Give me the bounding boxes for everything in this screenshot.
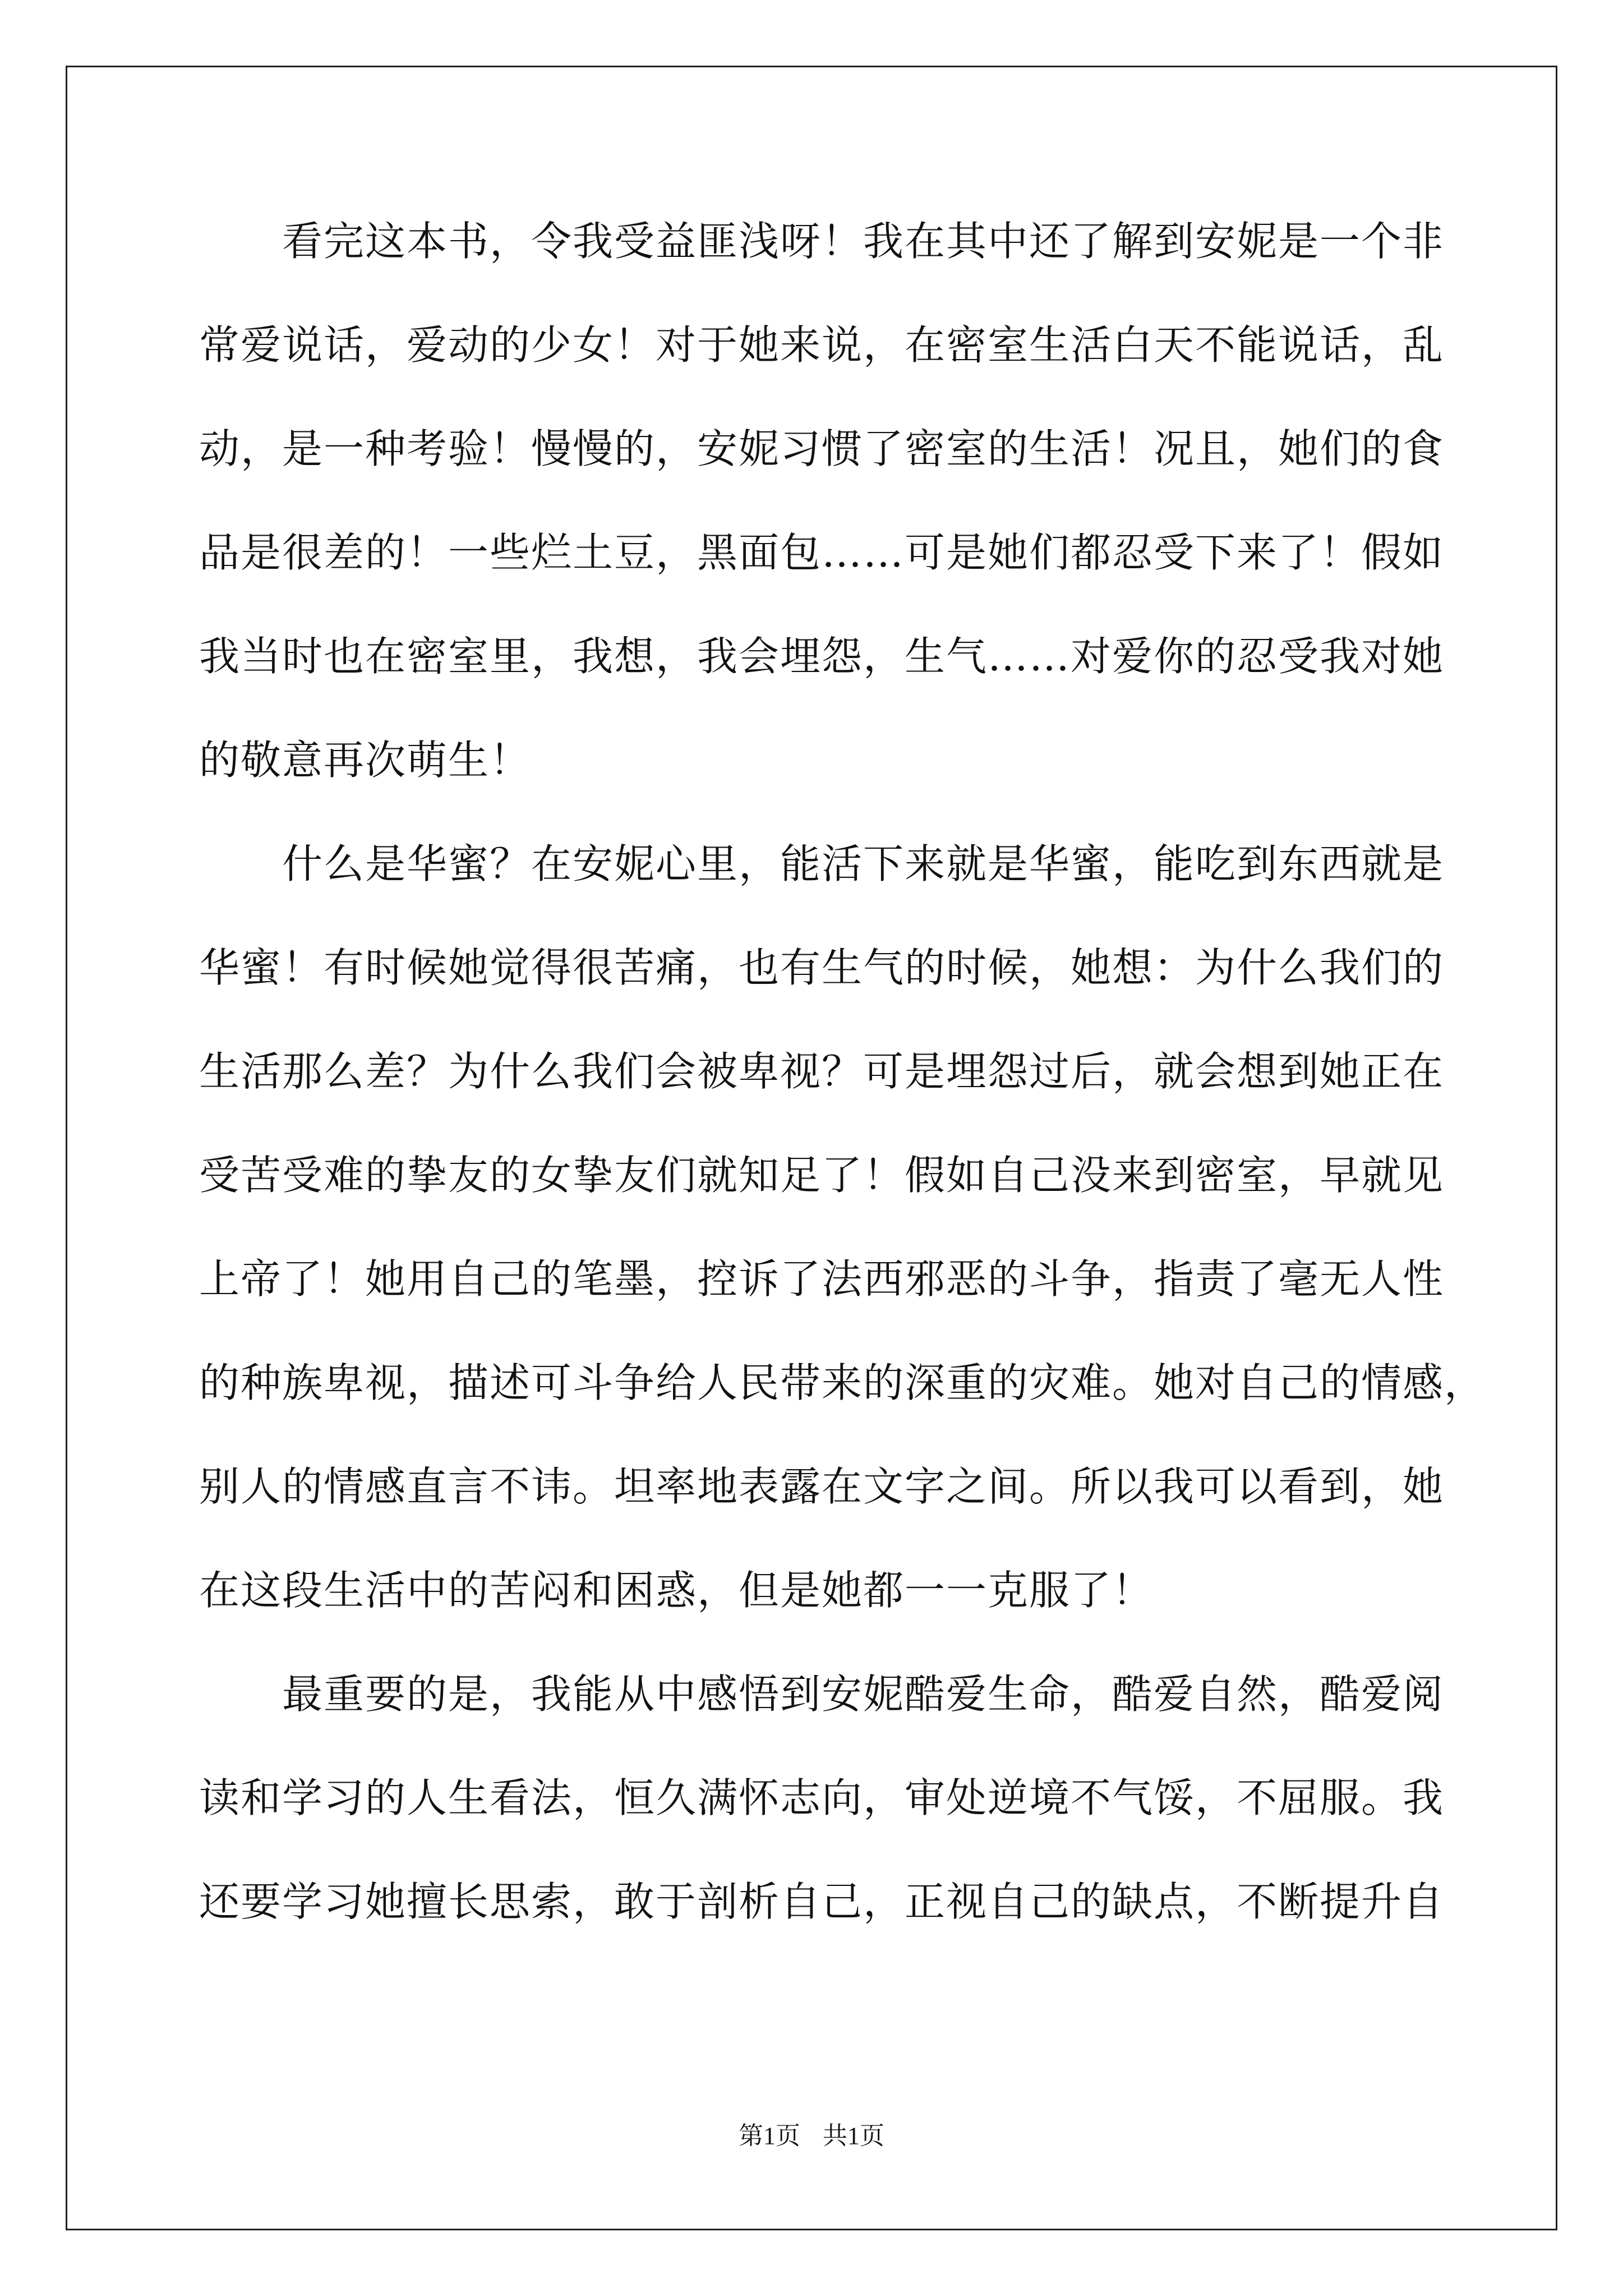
paragraph-3-line-1: 最重要的是，我能从中感悟到安妮酷爱生命，酷爱自然，酷爱阅 (282, 1671, 1445, 1718)
document-body (199, 213, 1486, 1977)
page-footer (0, 2115, 1623, 2151)
paragraph-2-line-6: 的种族卑视，描述可斗争给人民带来的深重的灾难。她对自己的情感， (199, 1359, 1486, 1406)
paragraph-3-line-3: 还要学习她擅长思索，敢于剖析自己，正视自己的缺点，不断提升自 (199, 1878, 1445, 1925)
paragraph-3-line-2: 读和学习的人生看法，恒久满怀志向，审处逆境不气馁，不屈服。我 (199, 1774, 1445, 1821)
paragraph-2-line-5: 上帝了！她用自己的笔墨，控诉了法西邪恶的斗争，指责了毫无人性 (199, 1255, 1445, 1303)
paragraph-1-line-4: 品是很差的！一些烂土豆，黑面包……可是她们都忍受下来了！假如 (199, 529, 1445, 576)
paragraph-1-line-1: 看完这本书，令我受益匪浅呀！我在其中还了解到安妮是一个非 (282, 218, 1445, 265)
paragraph-1-line-5: 我当时也在密室里，我想，我会埋怨，生气……对爱你的忍受我对她 (199, 633, 1445, 680)
paragraph-1-line-3: 动，是一种考验！慢慢的，安妮习惯了密室的生活！况且，她们的食 (199, 425, 1445, 472)
paragraph-2-line-1: 什么是华蜜？在安妮心里，能活下来就是华蜜，能吃到东西就是 (282, 840, 1445, 887)
paragraph-1-line-6: 的敬意再次萌生！ (199, 737, 532, 784)
paragraph-2-line-4: 受苦受难的挚友的女挚友们就知足了！假如自己没来到密室，早就见 (199, 1152, 1445, 1199)
page-total: 共1页 (823, 2122, 884, 2150)
paragraph-2-line-7: 别人的情感直言不讳。坦率地表露在文字之间。所以我可以看到，她 (199, 1463, 1445, 1510)
paragraph-2-line-8: 在这段生活中的苦闷和困惑，但是她都一一克服了！ (199, 1567, 1154, 1614)
paragraph-2-line-2: 华蜜！有时候她觉得很苦痛，也有生气的时候，她想：为什么我们的 (199, 944, 1445, 991)
page-number: 第1页 (739, 2122, 800, 2150)
paragraph-1-line-2: 常爱说话，爱动的少女！对于她来说，在密室生活白天不能说话，乱 (199, 321, 1445, 369)
paragraph-2-line-3: 生活那么差？为什么我们会被卑视？可是埋怨过后，就会想到她正在 (199, 1048, 1445, 1095)
